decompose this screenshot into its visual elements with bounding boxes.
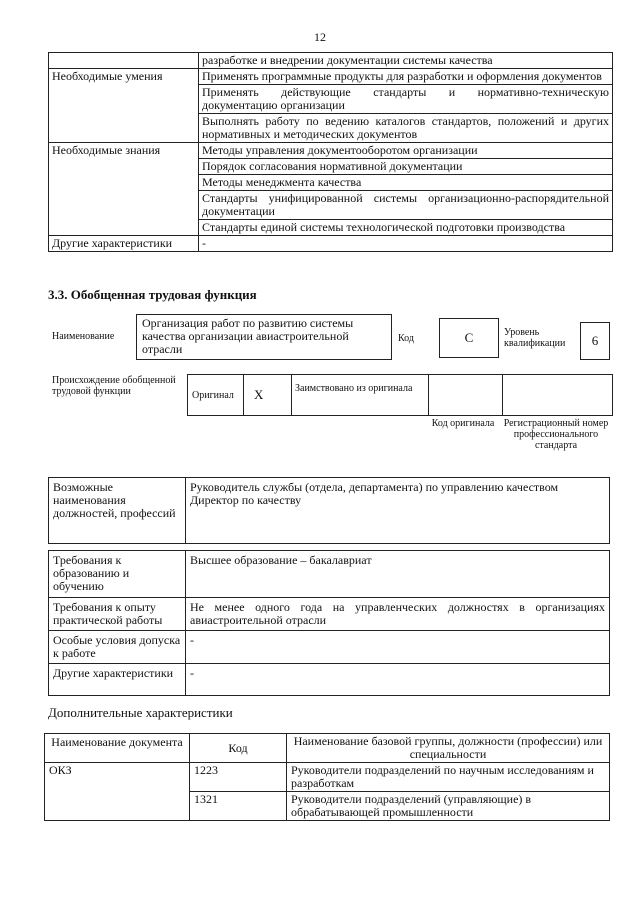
req-label: Требования к образованию и обучению	[49, 551, 186, 598]
table-row	[49, 598, 610, 631]
original-label: Оригинал	[192, 390, 234, 401]
row-label	[49, 85, 199, 114]
table-header-row	[45, 734, 610, 763]
row-name: Руководители подразделений по научным исследованиям и разработкам	[287, 763, 610, 792]
header-name: Наименование базовой группы, должности (профессии) или специальности	[287, 734, 610, 763]
req-label: Другие характеристики	[49, 664, 186, 696]
req-label: Особые условия допуска к работе	[49, 631, 186, 664]
table-row	[49, 143, 613, 159]
row-label	[49, 53, 199, 69]
position-item: Директор по качеству	[190, 493, 302, 507]
row-label: Необходимые знания	[49, 143, 199, 159]
borrowed-label: Заимствовано из оригинала	[295, 383, 413, 394]
req-value: -	[186, 664, 610, 696]
row-text: Применять действующие стандарты и нормативно-техническую документацию организации	[199, 85, 613, 114]
table-row	[49, 220, 613, 236]
req-value: Высшее образование – бакалавриат	[186, 551, 610, 598]
positions-label: Возможные наименования должностей, профессий	[49, 478, 186, 544]
original-mark: X	[254, 387, 264, 402]
row-label	[49, 159, 199, 175]
divider	[243, 375, 244, 415]
level-label: Уровень квалификации	[504, 327, 566, 349]
table-row	[49, 664, 610, 696]
row-label	[49, 114, 199, 143]
divider	[428, 375, 429, 415]
row-code: 1321	[190, 792, 287, 821]
row-text: Стандарты единой системы технологической подготовки производства	[199, 220, 613, 236]
table-row	[49, 53, 613, 69]
code-value: C	[464, 330, 474, 345]
header-code: Код	[190, 734, 287, 763]
row-text: Методы менеджмента качества	[199, 175, 613, 191]
req-value: Не менее одного года на управленческих должностях в организациях авиастроительной отрасли	[186, 598, 610, 631]
code-label: Код	[398, 333, 414, 344]
function-name-box	[136, 314, 392, 360]
section-title: 3.3. Обобщенная трудовая функция	[48, 287, 257, 302]
row-text: Выполнять работу по ведению каталогов стандартов, положений и других нормативных и методических документов	[199, 114, 613, 143]
additional-table	[44, 733, 610, 821]
reg-caption: Регистрационный номер профессионального стандарта	[503, 418, 609, 451]
position-item: Руководитель службы (отдела, департамента) по управлению качеством	[190, 480, 559, 494]
row-label	[49, 220, 199, 236]
code-caption: Код оригинала	[431, 418, 495, 429]
row-label	[49, 175, 199, 191]
skills-knowledge-table	[48, 52, 613, 252]
divider	[291, 375, 292, 415]
row-text: Порядок согласования нормативной документации	[199, 159, 613, 175]
function-name-value: Организация работ по развитию системы качества организации авиастроительной отрасли	[142, 316, 354, 356]
level-value: 6	[591, 333, 599, 348]
doc-name: ОКЗ	[45, 763, 190, 821]
row-text: Стандарты унифицированной системы организационно-распорядительной документации	[199, 191, 613, 220]
row-label: Необходимые умения	[49, 69, 199, 85]
origin-label: Происхождение обобщенной трудовой функции	[52, 375, 176, 397]
requirements-table	[48, 550, 610, 696]
row-text: Методы управления документооборотом организации	[199, 143, 613, 159]
table-row	[49, 114, 613, 143]
row-code: 1223	[190, 763, 287, 792]
page-number: 12	[314, 30, 326, 44]
header-doc: Наименование документа	[45, 734, 190, 763]
req-value: -	[186, 631, 610, 664]
code-box	[439, 318, 499, 358]
positions-values	[186, 478, 610, 544]
name-label: Наименование	[52, 331, 115, 342]
row-name: Руководители подразделений (управляющие) в обрабатывающей промышленности	[287, 792, 610, 821]
row-text: -	[199, 236, 613, 252]
row-text: разработке и внедрении документации системы качества	[199, 53, 613, 69]
table-row	[49, 631, 610, 664]
table-row	[49, 191, 613, 220]
table-row	[49, 69, 613, 85]
row-text: Применять программные продукты для разработки и оформления документов	[199, 69, 613, 85]
table-row	[49, 478, 610, 544]
table-row	[49, 236, 613, 252]
level-box	[580, 322, 610, 360]
row-label	[49, 191, 199, 220]
table-row	[49, 159, 613, 175]
additional-title: Дополнительные характеристики	[48, 705, 233, 720]
table-row	[49, 551, 610, 598]
positions-table	[48, 477, 610, 544]
table-row	[45, 763, 610, 792]
req-label: Требования к опыту практической работы	[49, 598, 186, 631]
divider	[502, 375, 503, 415]
row-label: Другие характеристики	[49, 236, 199, 252]
origin-box	[187, 374, 613, 416]
table-row	[49, 175, 613, 191]
table-row	[49, 85, 613, 114]
